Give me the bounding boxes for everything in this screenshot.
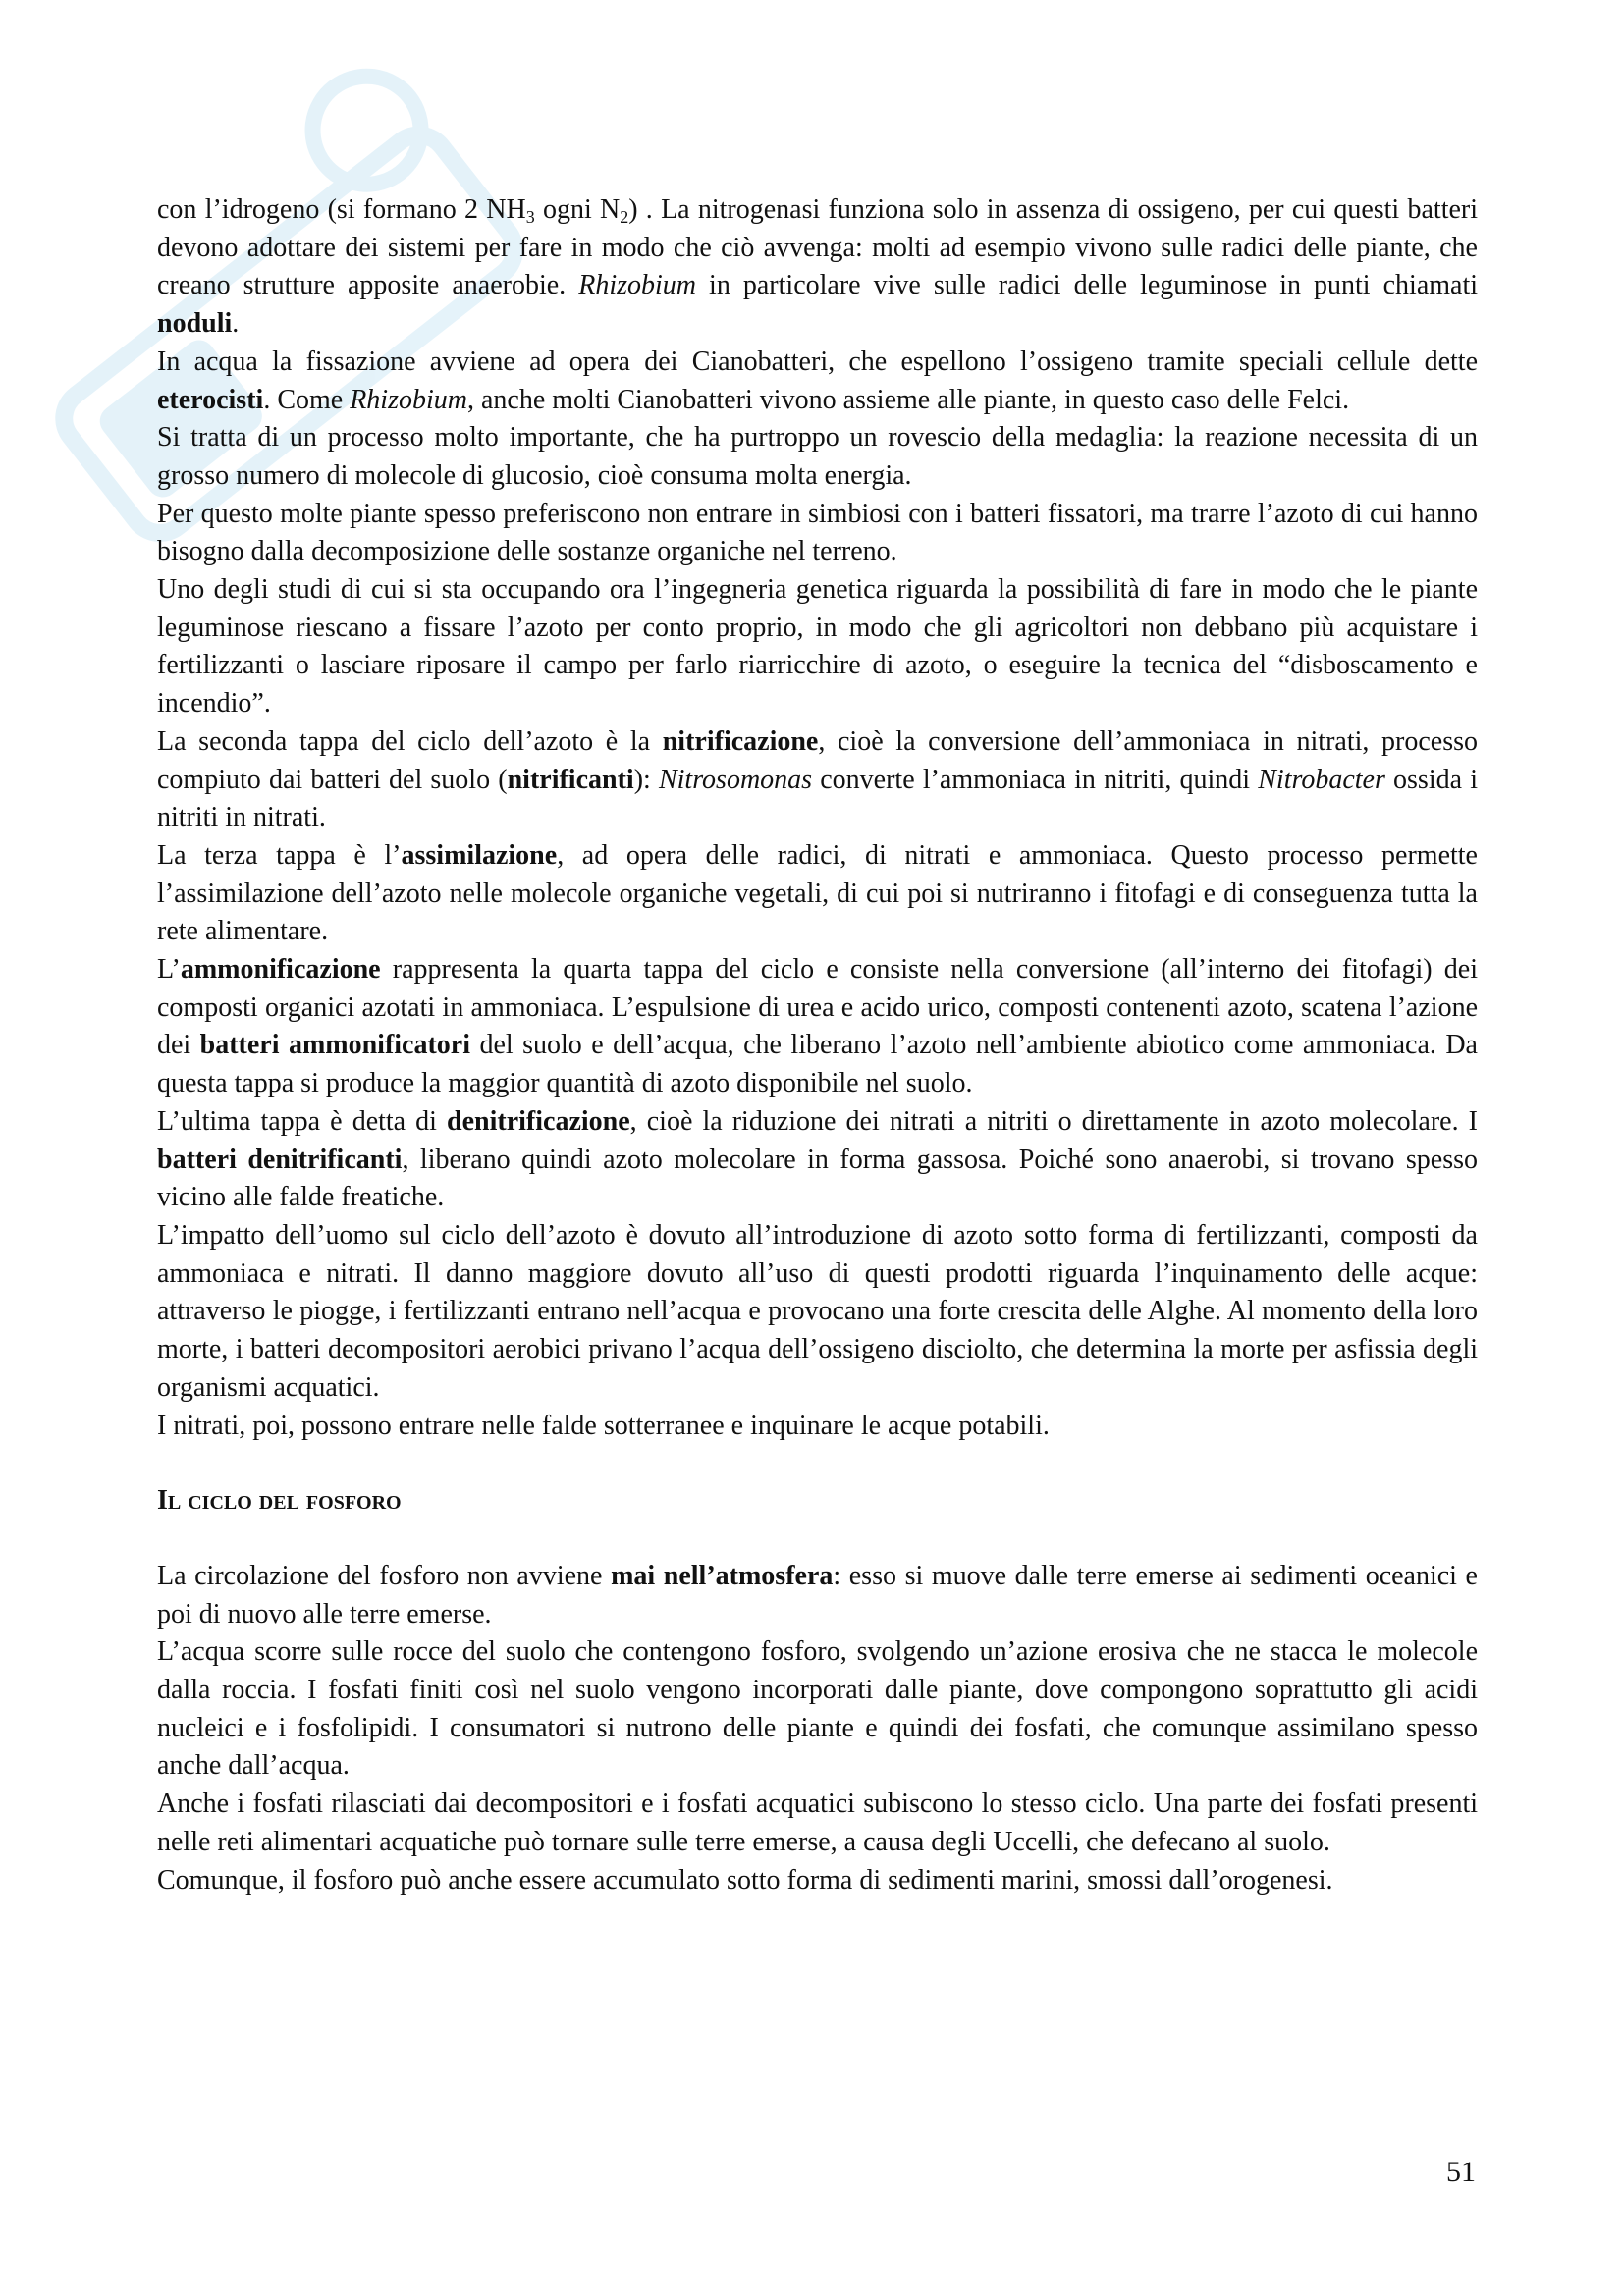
species-name: Rhizobium [350, 384, 467, 415]
species-name: Nitrobacter [1258, 764, 1385, 795]
paragraph: L’acqua scorre sulle rocce del suolo che contengono fosforo, svolgendo un’azione erosiva che ne stacca le molecole dalla roccia. I fosfati finiti così nel suolo vengono incorporati dalle piante, dove compongono soprattutto gli acidi nucleici e i fosfolipidi. I consumatori si nutrono delle piante e quindi dei fosfati, che comunque assimilano spesso anche dall’acqua. [157, 1636, 1478, 1782]
paragraph: La terza tappa è l’assimilazione, ad opera delle radici, di nitrati e ammoniaca. Questo processo permette l’assimilazione dell’azoto nelle molecole organiche vegetali, di cui poi si nutriranno i fitofagi e di conseguenza tutta la rete alimentare. [157, 839, 1478, 947]
paragraph: Uno degli studi di cui si sta occupando ora l’ingegneria genetica riguarda la possibilità di fare in modo che le piante leguminose riescano a fissare l’azoto per conto proprio, in modo che gli agricoltori non debbano più acquistare i fertilizzanti o lasciare riposare il campo per farlo riarricchire di azoto, o eseguire la tecnica del “disboscamento e incendio”. [157, 574, 1478, 720]
paragraph: Per questo molte piante spesso preferiscono non entrare in simbiosi con i batteri fissatori, ma trarre l’azoto di cui hanno bisogno dalla decomposizione delle sostanze organiche nel terreno. [157, 498, 1478, 567]
bold-term: batteri denitrificanti [157, 1144, 403, 1175]
bold-term: assimilazione [401, 839, 558, 871]
bold-term: denitrificazione [447, 1105, 630, 1137]
paragraph: L’ultima tappa è detta di denitrificazione, cioè la riduzione dei nitrati a nitriti o direttamente in azoto molecolare. I batteri denitrificanti, liberano quindi azoto molecolare in forma gassosa. Poiché sono anaerobi, si trovano spesso vicino alle falde freatiche. [157, 1105, 1478, 1213]
paragraph: con l’idrogeno (si formano 2 $NH_3$ ogni $N_2$) . La nitrogenasi funziona solo in assenza di ossigeno, per cui questi batteri devono adottare dei sistemi per fare in modo che ciò avvenga: molti ad esempio vivono sulle radici delle piante, che creano strutture apposite anaerobie. Rhizobium in particolare vive sulle radici delle leguminose in punti chiamati noduli. [157, 194, 1479, 340]
species-name: Rhizobium [578, 270, 697, 301]
paragraph: La circolazione del fosforo non avviene mai nell’atmosfera: esso si muove dalle terre emerse ai sedimenti oceanici e poi di nuovo alle terre emerse. [157, 1560, 1478, 1629]
paragraph: Comunque, il fosforo può anche essere accumulato sotto forma di sedimenti marini, smossi dall’orogenesi. [157, 1864, 1333, 1896]
bold-term: batteri ammonificatori [199, 1030, 471, 1061]
page-number: 51 [1446, 2156, 1476, 2188]
species-name: Nitrosomonas [658, 764, 813, 795]
paragraph: L’impatto dell’uomo sul ciclo dell’azoto è dovuto all’introduzione di azoto sotto forma di fertilizzanti, composti da ammoniaca e nitrati. Il danno maggiore dovuto all’uso di questi prodotti riguarda l’inquinamento delle acque: attraverso le piogge, i fertilizzanti entrano nell’acqua e provocano una forte crescita delle Alghe. Al momento della loro morte, i batteri decompositori aerobici privano l’acqua dell’ossigeno disciolto, che determina la morte per asfissia degli organismi acquatici. [157, 1219, 1478, 1403]
bold-term: eterocisti [157, 384, 264, 415]
bold-term: ammonificazione [180, 954, 381, 986]
bold-term: nitrificazione [662, 725, 819, 757]
bold-term: noduli [157, 308, 233, 340]
paragraph: La seconda tappa del ciclo dell’azoto è la nitrificazione, cioè la conversione dell’ammoniaca in nitrati, processo compiuto dai batteri del suolo (nitrificanti): Nitrosomonas converte l’ammoniaca in nitriti, quindi Nitrobacter ossida i nitriti in nitrati. [157, 725, 1479, 833]
bold-term: mai nell’atmosfera [611, 1560, 834, 1591]
paragraph: Si tratta di un processo molto importante, che ha purtroppo un rovescio della medaglia: la reazione necessita di un grosso numero di molecole di glucosio, cioè consuma molta energia. [157, 422, 1478, 491]
paragraph: I nitrati, poi, possono entrare nelle falde sotterranee e inquinare le acque potabili. [157, 1410, 1050, 1441]
paragraph: Anche i fosfati rilasciati dai decompositori e i fosfati acquatici subiscono lo stesso ciclo. Una parte dei fosfati presenti nelle reti alimentari acquatiche può tornare sulle terre emerse, a causa degli Uccelli, che defecano al suolo. [157, 1789, 1478, 1857]
paragraph: L’ammonificazione rappresenta la quarta tappa del ciclo e consiste nella conversione (all’interno dei fitofagi) dei composti organici azotati in ammoniaca. L’espulsione di urea e acido urico, composti contenenti azoto, scatena l’azione dei batteri ammonificatori del suolo e dell’acqua, che liberano l’azoto nell’ambiente abiotico come ammoniaca. Da questa tappa si produce la maggior quantità di azoto disponibile nel suolo. [157, 954, 1478, 1099]
document-body [157, 191, 1478, 1899]
paragraph: In acqua la fissazione avviene ad opera dei Cianobatteri, che espellono l’ossigeno tramite speciali cellule dette eterocisti. Come Rhizobium, anche molti Cianobatteri vivono assieme alle piante, in questo caso delle Felci. [157, 346, 1478, 415]
section-heading: Il ciclo del fosforo [157, 1485, 402, 1517]
bold-term: nitrificanti [507, 764, 634, 795]
